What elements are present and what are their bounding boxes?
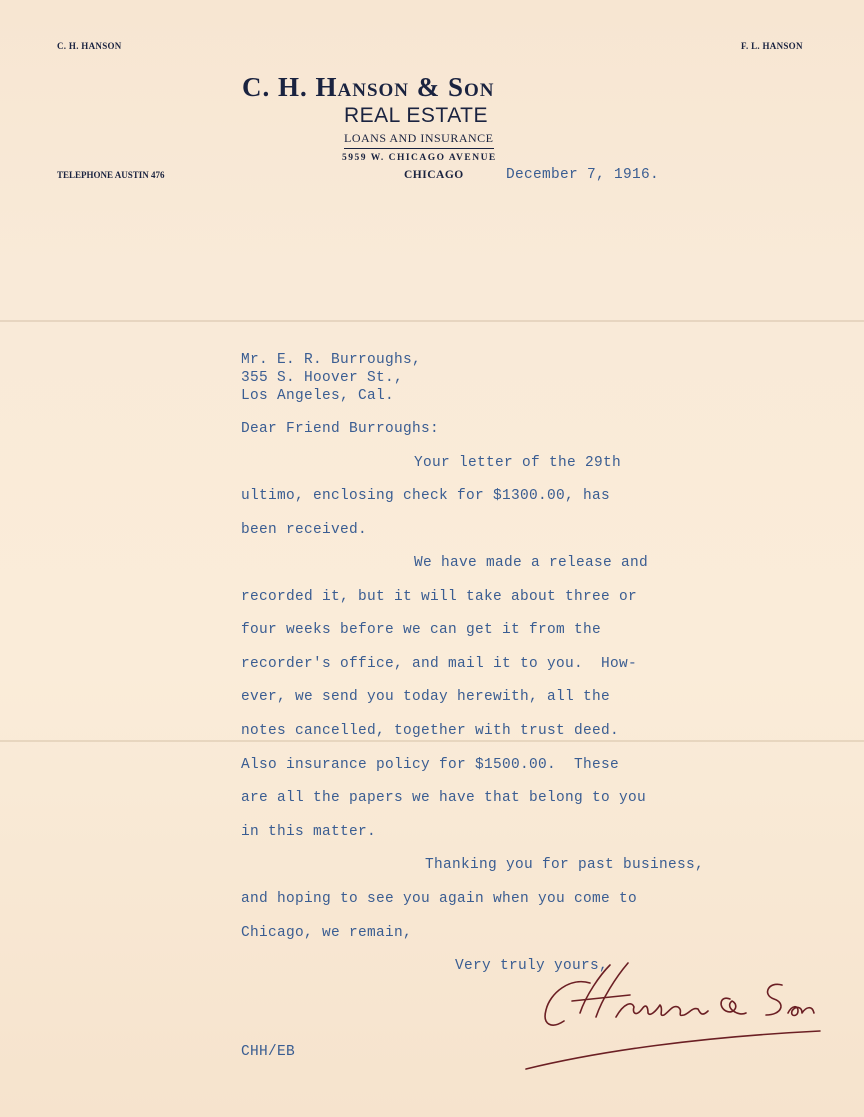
firm-name: C. H. Hanson & Son <box>242 72 495 102</box>
body-line: Thanking you for past business, <box>425 857 705 873</box>
paper-fold <box>0 320 864 322</box>
body-line: been received. <box>241 522 368 538</box>
handwritten-signature <box>520 955 830 1075</box>
reference-initials: CHH/EB <box>241 1044 296 1060</box>
body-line: recorded it, but it will take about three or <box>241 589 638 605</box>
body-line: ever, we send you today herewith, all the <box>241 689 611 705</box>
paper-fold <box>0 740 864 742</box>
business-line: REAL ESTATE <box>344 104 488 127</box>
salutation: Dear Friend Burroughs: <box>241 421 440 437</box>
body-line: recorder's office, and mail it to you. How- <box>241 656 638 672</box>
telephone-line: TELEPHONE AUSTIN 476 <box>57 170 165 180</box>
services-line: LOANS AND INSURANCE <box>344 131 494 149</box>
closing: Very truly yours, <box>455 958 609 974</box>
left-partner-name: C. H. HANSON <box>57 41 122 51</box>
body-line: are all the papers we have that belong to you <box>241 790 647 806</box>
right-partner-name: F. L. HANSON <box>741 41 803 51</box>
body-line: and hoping to see you again when you come to <box>241 891 638 907</box>
recipient-street: 355 S. Hoover St., <box>241 370 404 386</box>
city-line: CHICAGO <box>404 169 464 181</box>
body-line: Also insurance policy for $1500.00. These <box>241 757 620 773</box>
recipient-city: Los Angeles, Cal. <box>241 388 395 404</box>
body-line: notes cancelled, together with trust deed. <box>241 723 620 739</box>
body-line: Chicago, we remain, <box>241 925 413 941</box>
recipient-name: Mr. E. R. Burroughs, <box>241 352 422 368</box>
body-line: four weeks before we can get it from the <box>241 622 602 638</box>
body-line: We have made a release and <box>414 555 649 571</box>
body-line: Your letter of the 29th <box>414 455 622 471</box>
body-line: ultimo, enclosing check for $1300.00, has <box>241 488 611 504</box>
body-line: in this matter. <box>241 824 377 840</box>
letter-date: December 7, 1916. <box>506 167 660 183</box>
street-address: 5959 W. CHICAGO AVENUE <box>342 153 497 163</box>
